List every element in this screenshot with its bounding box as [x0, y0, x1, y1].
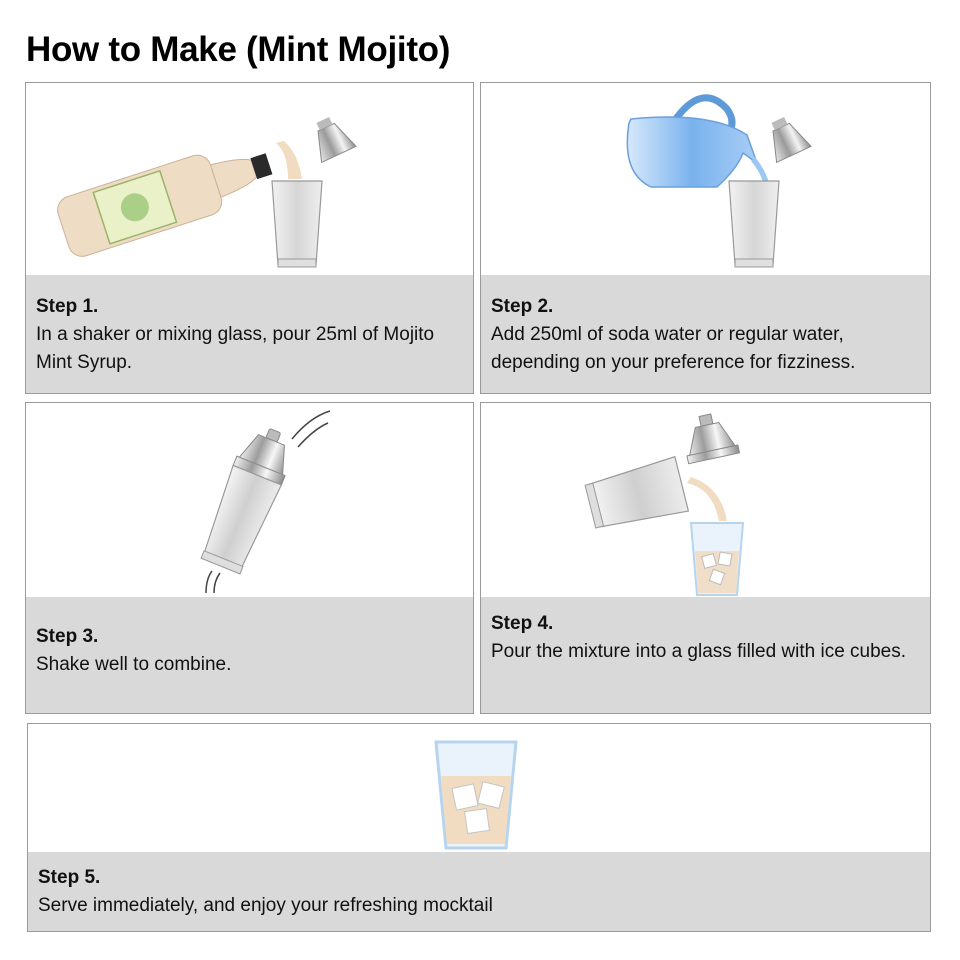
step-caption — [481, 275, 930, 393]
step-caption — [28, 852, 930, 931]
step-title: Step 4. — [491, 613, 554, 634]
step-card-2 — [480, 82, 931, 394]
step-card-3 — [25, 402, 474, 714]
step-title: Step 5. — [38, 867, 101, 888]
water-jug-pouring-icon — [481, 83, 931, 277]
step-text: Serve immediately, and enjoy your refreshing mocktail — [38, 895, 493, 916]
step-card-1 — [25, 82, 474, 394]
mocktail-glass-icon — [28, 724, 931, 854]
step-text: In a shaker or mixing glass, pour 25ml of Mojito Mint Syrup. — [36, 324, 435, 373]
step-title: Step 1. — [36, 296, 99, 317]
cocktail-shaker-icon — [26, 403, 474, 597]
step-title: Step 2. — [491, 296, 554, 317]
step-card-4 — [480, 402, 931, 714]
step-text: Add 250ml of soda water or regular water, depending on your preference for fizziness. — [491, 324, 856, 373]
syrup-bottle-pouring-icon — [26, 83, 474, 277]
step-text: Pour the mixture into a glass filled with ice cubes. — [491, 641, 907, 662]
step-caption — [26, 275, 473, 393]
step-caption — [481, 597, 930, 713]
step-card-5 — [27, 723, 931, 932]
step-caption — [26, 597, 473, 713]
step-title: Step 3. — [36, 626, 99, 647]
page-title: How to Make (Mint Mojito) — [26, 30, 451, 69]
step-text: Shake well to combine. — [36, 654, 232, 675]
pour-into-glass-icon — [481, 403, 931, 597]
